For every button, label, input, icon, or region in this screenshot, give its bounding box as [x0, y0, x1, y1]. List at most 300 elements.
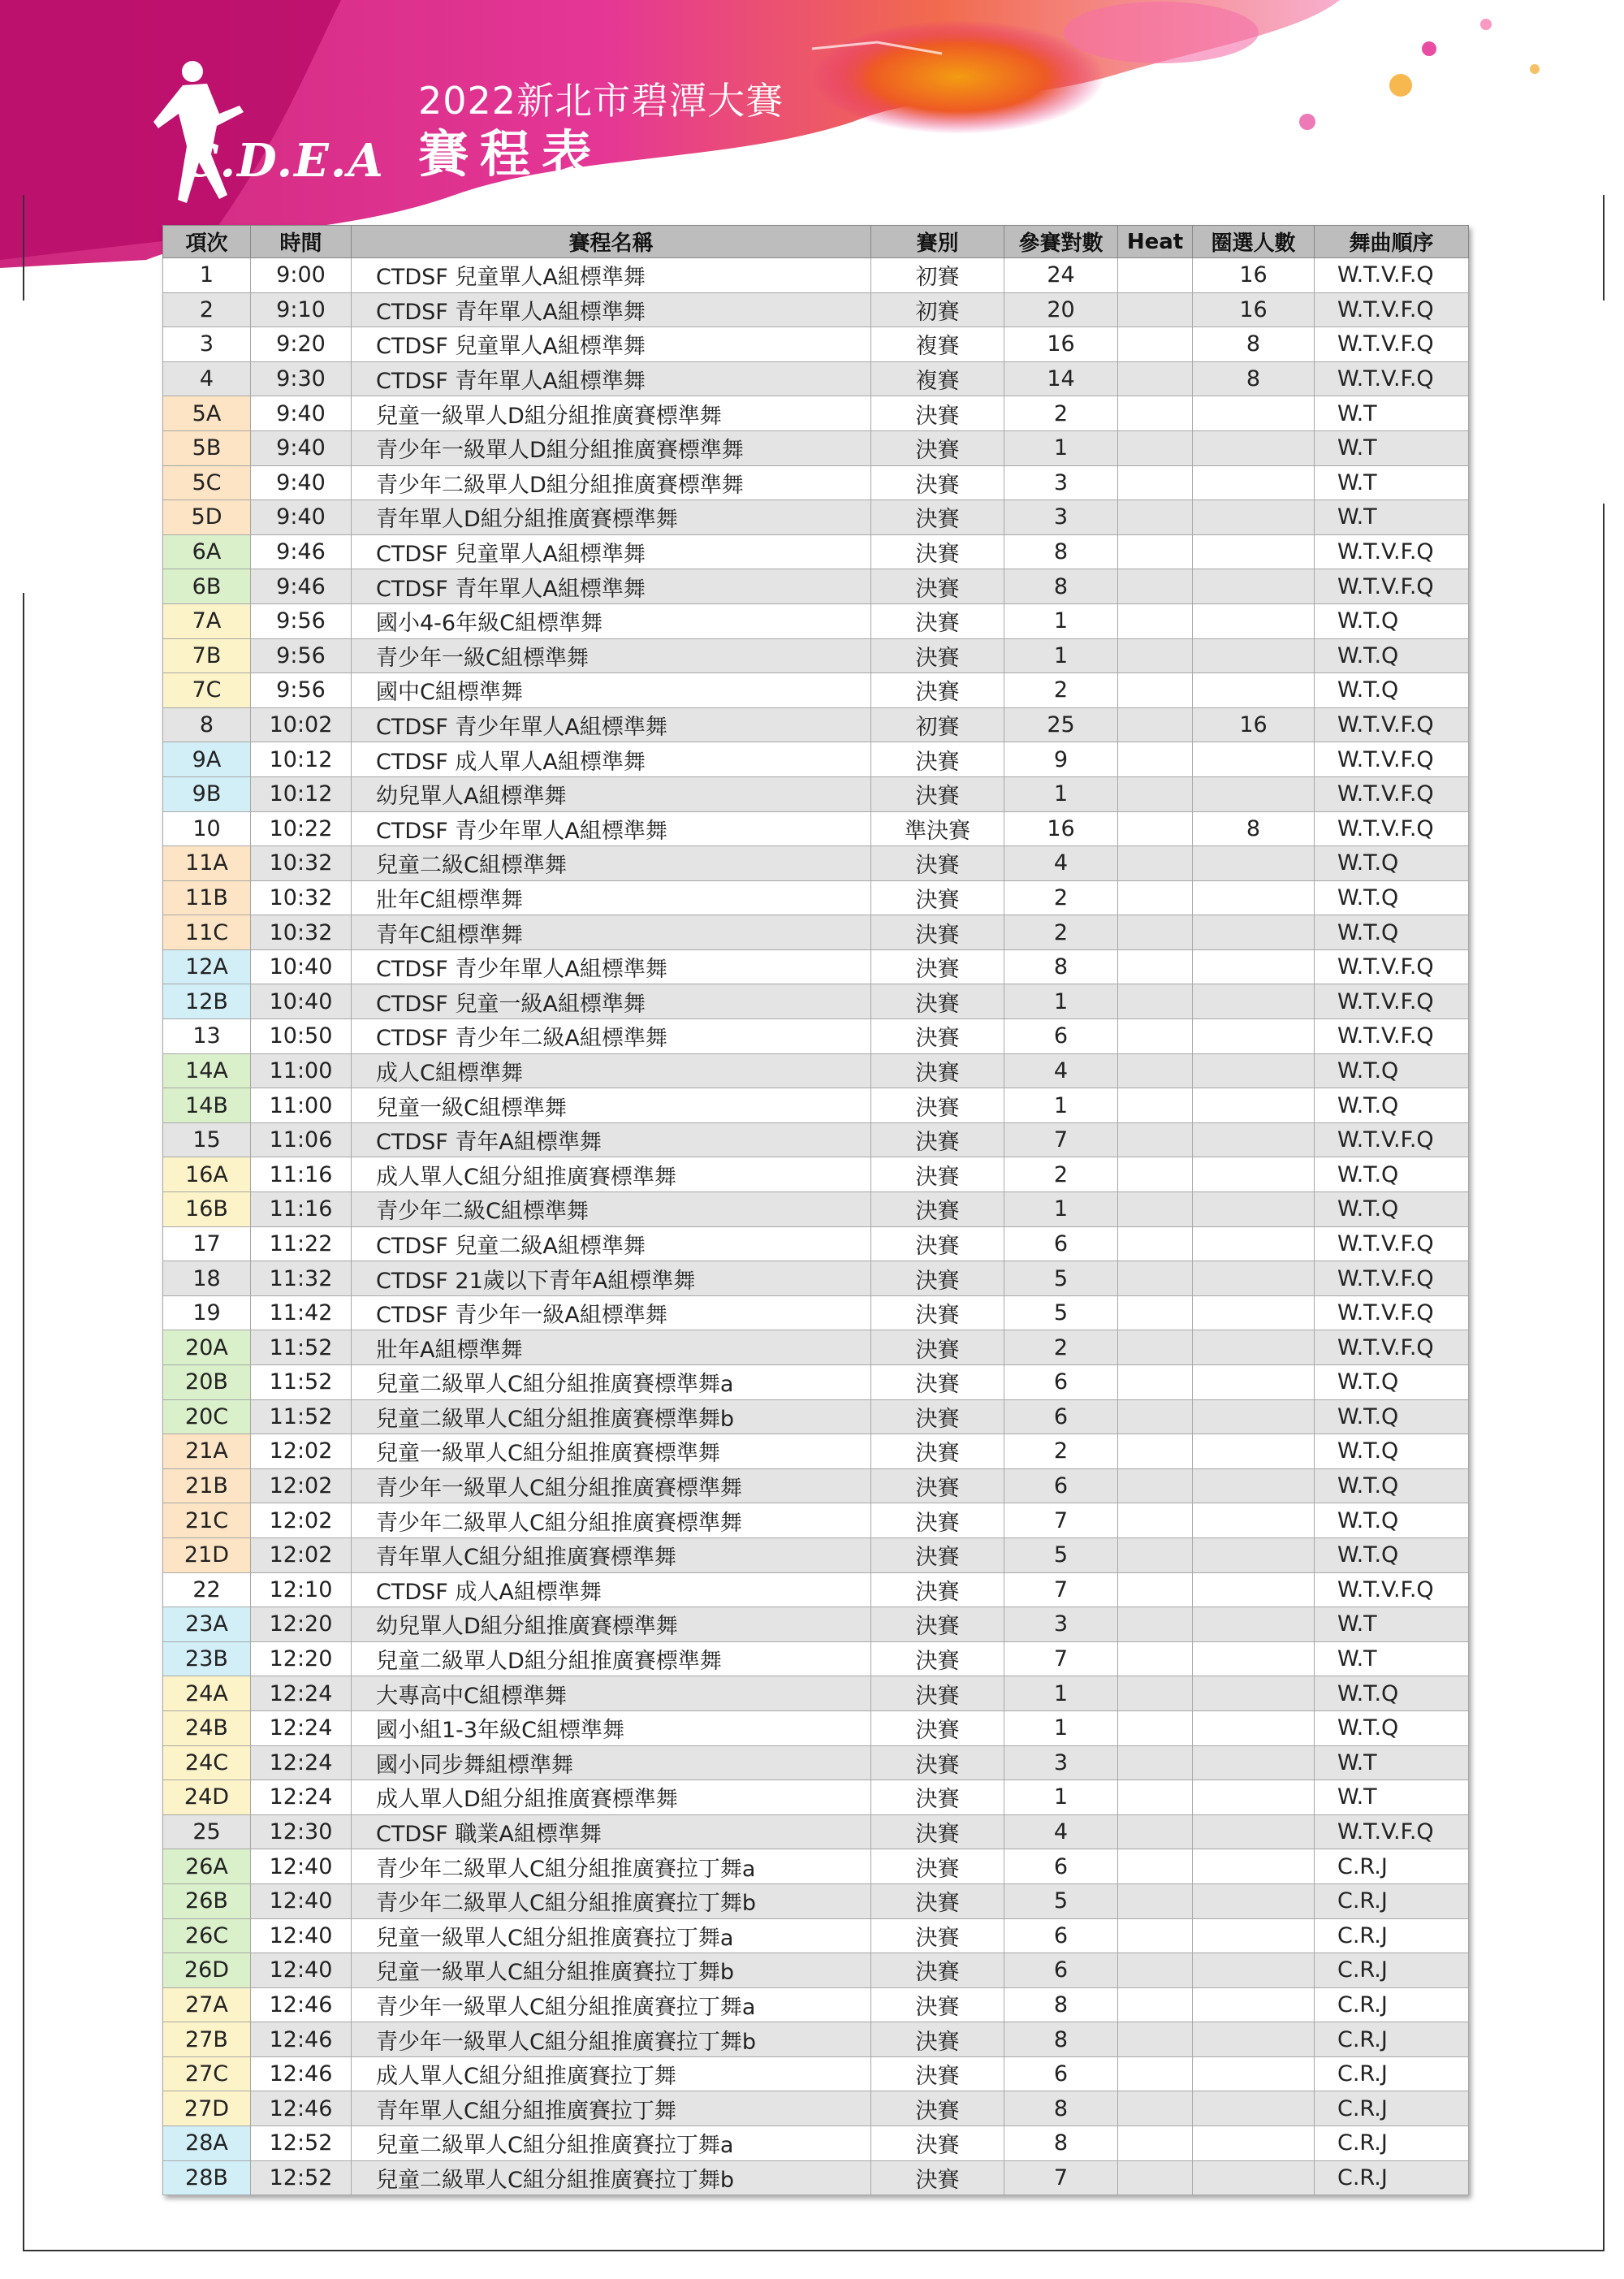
cell-heat [1118, 915, 1193, 950]
cell-selected-count [1193, 534, 1315, 569]
cell-item-number: 24C [163, 1745, 251, 1780]
cell-stage: 決賽 [871, 1226, 1004, 1261]
cell-dance-order: W.T.V.F.Q [1315, 361, 1469, 396]
cell-dance-order: W.T.V.F.Q [1315, 569, 1469, 604]
cell-selected-count [1193, 1434, 1315, 1469]
cell-event-name: 青少年一級單人C組分組推廣賽標準舞 [352, 1468, 871, 1503]
cell-pair-count: 8 [1004, 949, 1118, 984]
cell-dance-order: W.T.V.F.Q [1315, 811, 1469, 846]
cell-stage: 決賽 [871, 1676, 1004, 1711]
cell-stage: 決賽 [871, 1434, 1004, 1469]
cell-heat [1118, 949, 1193, 984]
table-row [163, 430, 1469, 465]
cell-time: 12:40 [251, 1953, 352, 1988]
cell-pair-count: 3 [1004, 1607, 1118, 1642]
cell-heat [1118, 707, 1193, 742]
cell-item-number: 9A [163, 742, 251, 777]
cell-selected-count [1193, 915, 1315, 950]
cell-item-number: 1 [163, 258, 251, 293]
cell-stage: 複賽 [871, 361, 1004, 396]
cell-heat [1118, 1641, 1193, 1676]
cell-time: 12:46 [251, 2091, 352, 2126]
table-row [163, 465, 1469, 500]
cell-time: 9:56 [251, 638, 352, 673]
cell-dance-order: C.R.J [1315, 1918, 1469, 1953]
cell-time: 9:30 [251, 361, 352, 396]
cell-selected-count [1193, 1226, 1315, 1261]
cell-heat [1118, 984, 1193, 1019]
cell-dance-order: W.T.V.F.Q [1315, 776, 1469, 811]
column-header-dance-order: 舞曲順序 [1315, 226, 1469, 258]
cell-pair-count: 6 [1004, 1399, 1118, 1434]
cell-time: 12:02 [251, 1537, 352, 1572]
cell-event-name: CTDSF 兒童單人A組標準舞 [352, 534, 871, 569]
cell-dance-order: W.T.V.F.Q [1315, 1019, 1469, 1054]
cell-item-number: 27A [163, 1987, 251, 2022]
frame-line [23, 593, 24, 2250]
table-row [163, 396, 1469, 431]
cell-item-number: 16A [163, 1157, 251, 1192]
cell-event-name: 成人單人C組分組推廣賽標準舞 [352, 1157, 871, 1192]
cell-item-number: 27B [163, 2022, 251, 2057]
page-title: 2022新北市碧潭大賽 [418, 79, 784, 123]
page-subtitle: 賽程表 [418, 124, 604, 184]
cell-item-number: 11A [163, 846, 251, 881]
cell-time: 9:46 [251, 569, 352, 604]
cell-time: 12:20 [251, 1607, 352, 1642]
cell-pair-count: 1 [1004, 603, 1118, 638]
cell-item-number: 11C [163, 915, 251, 950]
cell-pair-count: 2 [1004, 1434, 1118, 1469]
cell-event-name: CTDSF 青少年二級A組標準舞 [352, 1019, 871, 1054]
cell-event-name: 青少年一級C組標準舞 [352, 638, 871, 673]
cell-selected-count [1193, 1641, 1315, 1676]
table-row [163, 2056, 1469, 2091]
cell-selected-count [1193, 1537, 1315, 1572]
cell-pair-count: 5 [1004, 1537, 1118, 1572]
cell-event-name: 國小組1-3年級C組標準舞 [352, 1710, 871, 1745]
cell-event-name: 國小4-6年級C組標準舞 [352, 603, 871, 638]
table-row [163, 1780, 1469, 1815]
cell-pair-count: 2 [1004, 673, 1118, 708]
table-row [163, 1330, 1469, 1365]
table-row [163, 569, 1469, 604]
table-row [163, 880, 1469, 915]
cell-event-name: 國小同步舞組標準舞 [352, 1745, 871, 1780]
cell-heat [1118, 2056, 1193, 2091]
cell-item-number: 12B [163, 984, 251, 1019]
table-row [163, 1607, 1469, 1642]
cell-pair-count: 1 [1004, 1088, 1118, 1123]
cell-pair-count: 8 [1004, 2091, 1118, 2126]
cell-pair-count: 6 [1004, 1226, 1118, 1261]
table-row [163, 534, 1469, 569]
cell-dance-order: W.T.V.F.Q [1315, 534, 1469, 569]
cell-time: 12:24 [251, 1745, 352, 1780]
cell-stage: 初賽 [871, 292, 1004, 327]
cell-dance-order: W.T.Q [1315, 1053, 1469, 1088]
cell-event-name: 青少年二級單人C組分組推廣賽標準舞 [352, 1503, 871, 1538]
cell-heat [1118, 1849, 1193, 1884]
column-header-time: 時間 [251, 226, 352, 258]
cell-dance-order: W.T [1315, 465, 1469, 500]
table-row [163, 1226, 1469, 1261]
cell-time: 12:40 [251, 1849, 352, 1884]
table-row [163, 1918, 1469, 1953]
cell-pair-count: 20 [1004, 292, 1118, 327]
cell-pair-count: 4 [1004, 1053, 1118, 1088]
cell-time: 10:12 [251, 776, 352, 811]
cell-pair-count: 6 [1004, 1918, 1118, 1953]
cell-dance-order: W.T.V.F.Q [1315, 1814, 1469, 1849]
cell-time: 9:20 [251, 327, 352, 362]
cell-item-number: 18 [163, 1261, 251, 1296]
cell-pair-count: 7 [1004, 2160, 1118, 2195]
cell-pair-count: 1 [1004, 430, 1118, 465]
table-row [163, 1814, 1469, 1849]
cell-heat [1118, 361, 1193, 396]
cell-pair-count: 4 [1004, 846, 1118, 881]
cell-stage: 決賽 [871, 1295, 1004, 1330]
cell-selected-count [1193, 742, 1315, 777]
cell-selected-count [1193, 1503, 1315, 1538]
table-row [163, 1399, 1469, 1434]
cell-item-number: 26A [163, 1849, 251, 1884]
cell-item-number: 14B [163, 1088, 251, 1123]
cell-time: 11:52 [251, 1330, 352, 1365]
cell-dance-order: W.T.Q [1315, 1537, 1469, 1572]
cell-selected-count [1193, 1814, 1315, 1849]
cell-selected-count [1193, 1192, 1315, 1227]
cell-event-name: CTDSF 成人單人A組標準舞 [352, 742, 871, 777]
cell-item-number: 5A [163, 396, 251, 431]
cell-event-name: 兒童二級單人D組分組推廣賽標準舞 [352, 1641, 871, 1676]
cell-heat [1118, 880, 1193, 915]
cell-event-name: 國中C組標準舞 [352, 673, 871, 708]
cell-dance-order: C.R.J [1315, 1987, 1469, 2022]
cell-pair-count: 2 [1004, 880, 1118, 915]
cell-time: 10:40 [251, 984, 352, 1019]
cell-selected-count: 16 [1193, 707, 1315, 742]
cell-dance-order: C.R.J [1315, 2091, 1469, 2126]
cell-time: 12:30 [251, 1814, 352, 1849]
table-row [163, 1676, 1469, 1711]
frame-line [23, 195, 24, 301]
cell-dance-order: W.T.V.F.Q [1315, 292, 1469, 327]
cell-stage: 決賽 [871, 1053, 1004, 1088]
cell-item-number: 5C [163, 465, 251, 500]
cell-event-name: CTDSF 青年單人A組標準舞 [352, 292, 871, 327]
cell-pair-count: 1 [1004, 1192, 1118, 1227]
cell-item-number: 2 [163, 292, 251, 327]
cell-heat [1118, 1953, 1193, 1988]
cell-item-number: 28B [163, 2160, 251, 2195]
cell-item-number: 16B [163, 1192, 251, 1227]
cell-heat [1118, 1814, 1193, 1849]
table-row [163, 1365, 1469, 1400]
cell-event-name: 兒童二級單人C組分組推廣賽標準舞b [352, 1399, 871, 1434]
cell-heat [1118, 1468, 1193, 1503]
cell-item-number: 26C [163, 1918, 251, 1953]
cell-selected-count: 8 [1193, 327, 1315, 362]
cell-selected-count [1193, 638, 1315, 673]
cell-pair-count: 6 [1004, 1468, 1118, 1503]
table-row [163, 915, 1469, 950]
cell-item-number: 26B [163, 1883, 251, 1918]
cell-pair-count: 2 [1004, 1330, 1118, 1365]
cell-time: 9:46 [251, 534, 352, 569]
cell-heat [1118, 1572, 1193, 1607]
cell-heat [1118, 1399, 1193, 1434]
cell-item-number: 7A [163, 603, 251, 638]
cell-stage: 決賽 [871, 880, 1004, 915]
table-row [163, 1122, 1469, 1157]
cell-stage: 決賽 [871, 396, 1004, 431]
cdea-logo [142, 57, 386, 236]
cell-event-name: 青少年二級單人C組分組推廣賽拉丁舞b [352, 1883, 871, 1918]
cell-heat [1118, 396, 1193, 431]
cell-pair-count: 5 [1004, 1261, 1118, 1296]
cell-selected-count [1193, 776, 1315, 811]
table-row [163, 638, 1469, 673]
cell-heat [1118, 258, 1193, 293]
cell-selected-count [1193, 1987, 1315, 2022]
table-row [163, 984, 1469, 1019]
column-header-id: 項次 [163, 226, 251, 258]
cell-selected-count: 16 [1193, 292, 1315, 327]
cell-heat [1118, 1192, 1193, 1227]
cell-dance-order: W.T.Q [1315, 1503, 1469, 1538]
cell-event-name: 青少年二級單人D組分組推廣賽標準舞 [352, 465, 871, 500]
cell-time: 11:52 [251, 1399, 352, 1434]
cell-stage: 決賽 [871, 1710, 1004, 1745]
cell-pair-count: 4 [1004, 1814, 1118, 1849]
cell-time: 10:40 [251, 949, 352, 984]
cell-heat [1118, 1261, 1193, 1296]
logo-text: C.D.E.A [183, 134, 385, 188]
cell-time: 11:22 [251, 1226, 352, 1261]
cell-heat [1118, 742, 1193, 777]
cell-dance-order: C.R.J [1315, 1953, 1469, 1988]
cell-time: 9:56 [251, 603, 352, 638]
cell-stage: 決賽 [871, 1814, 1004, 1849]
cell-stage: 決賽 [871, 776, 1004, 811]
cell-item-number: 21B [163, 1468, 251, 1503]
cell-dance-order: W.T.Q [1315, 915, 1469, 950]
cell-event-name: CTDSF 兒童單人A組標準舞 [352, 327, 871, 362]
cell-event-name: CTDSF 青少年單人A組標準舞 [352, 949, 871, 984]
cell-item-number: 14A [163, 1053, 251, 1088]
cell-pair-count: 3 [1004, 500, 1118, 535]
cell-heat [1118, 1780, 1193, 1815]
cell-stage: 決賽 [871, 1537, 1004, 1572]
cell-selected-count [1193, 1468, 1315, 1503]
table-row [163, 2022, 1469, 2057]
table-row [163, 1295, 1469, 1330]
cell-selected-count [1193, 1572, 1315, 1607]
cell-time: 11:16 [251, 1157, 352, 1192]
cell-time: 12:02 [251, 1503, 352, 1538]
column-header-selected-count: 圈選人數 [1193, 226, 1315, 258]
cell-item-number: 19 [163, 1295, 251, 1330]
frame-line [1603, 195, 1605, 301]
cell-time: 9:40 [251, 396, 352, 431]
cell-pair-count: 6 [1004, 1849, 1118, 1884]
table-row [163, 673, 1469, 708]
cell-heat [1118, 1226, 1193, 1261]
cell-item-number: 24D [163, 1780, 251, 1815]
cell-stage: 決賽 [871, 430, 1004, 465]
cell-time: 11:06 [251, 1122, 352, 1157]
cell-pair-count: 5 [1004, 1883, 1118, 1918]
cell-heat [1118, 1088, 1193, 1123]
cell-item-number: 23A [163, 1607, 251, 1642]
cell-heat [1118, 846, 1193, 881]
cell-dance-order: W.T [1315, 396, 1469, 431]
cell-pair-count: 1 [1004, 638, 1118, 673]
cell-dance-order: W.T.Q [1315, 1676, 1469, 1711]
cell-item-number: 26D [163, 1953, 251, 1988]
cell-selected-count [1193, 1710, 1315, 1745]
cell-selected-count [1193, 1088, 1315, 1123]
table-row [163, 1503, 1469, 1538]
cell-pair-count: 9 [1004, 742, 1118, 777]
cell-dance-order: W.T.Q [1315, 1468, 1469, 1503]
cell-stage: 決賽 [871, 1503, 1004, 1538]
cell-time: 12:24 [251, 1780, 352, 1815]
cell-event-name: 兒童一級單人C組分組推廣賽拉丁舞b [352, 1953, 871, 1988]
cell-time: 11:00 [251, 1088, 352, 1123]
frame-line [1603, 504, 1605, 2250]
table-row [163, 327, 1469, 362]
cell-time: 9:40 [251, 465, 352, 500]
cell-item-number: 20B [163, 1365, 251, 1400]
cell-stage: 決賽 [871, 1918, 1004, 1953]
cell-dance-order: W.T.Q [1315, 1399, 1469, 1434]
cell-dance-order: W.T [1315, 1641, 1469, 1676]
cell-item-number: 21A [163, 1434, 251, 1469]
cell-event-name: 青年C組標準舞 [352, 915, 871, 950]
cell-stage: 決賽 [871, 1019, 1004, 1054]
cell-pair-count: 1 [1004, 984, 1118, 1019]
table-row [163, 1468, 1469, 1503]
cell-pair-count: 2 [1004, 915, 1118, 950]
cell-event-name: CTDSF 兒童一級A組標準舞 [352, 984, 871, 1019]
cell-dance-order: W.T.Q [1315, 846, 1469, 881]
cell-event-name: 青少年一級單人C組分組推廣賽拉丁舞a [352, 1987, 871, 2022]
cell-item-number: 5D [163, 500, 251, 535]
table-header-row [163, 226, 1469, 258]
cell-dance-order: W.T.V.F.Q [1315, 742, 1469, 777]
cell-dance-order: C.R.J [1315, 1883, 1469, 1918]
cell-stage: 決賽 [871, 1192, 1004, 1227]
cell-stage: 決賽 [871, 846, 1004, 881]
table-row [163, 1088, 1469, 1123]
cell-time: 11:00 [251, 1053, 352, 1088]
cell-stage: 初賽 [871, 258, 1004, 293]
cell-dance-order: W.T.Q [1315, 1710, 1469, 1745]
cell-event-name: CTDSF 青少年一級A組標準舞 [352, 1295, 871, 1330]
cell-heat [1118, 569, 1193, 604]
cell-event-name: 兒童一級C組標準舞 [352, 1088, 871, 1123]
cell-dance-order: W.T.Q [1315, 673, 1469, 708]
cell-pair-count: 24 [1004, 258, 1118, 293]
cell-pair-count: 2 [1004, 396, 1118, 431]
cell-selected-count: 16 [1193, 258, 1315, 293]
cell-event-name: 成人單人C組分組推廣賽拉丁舞 [352, 2056, 871, 2091]
table-row [163, 1053, 1469, 1088]
cell-pair-count: 7 [1004, 1122, 1118, 1157]
cell-stage: 決賽 [871, 1780, 1004, 1815]
cell-event-name: 青少年二級C組標準舞 [352, 1192, 871, 1227]
cell-stage: 決賽 [871, 1330, 1004, 1365]
cell-item-number: 24B [163, 1710, 251, 1745]
cell-selected-count [1193, 1122, 1315, 1157]
cell-selected-count [1193, 1745, 1315, 1780]
cell-item-number: 21C [163, 1503, 251, 1538]
cell-pair-count: 16 [1004, 811, 1118, 846]
cell-event-name: 青年單人D組分組推廣賽標準舞 [352, 500, 871, 535]
cell-heat [1118, 1157, 1193, 1192]
cell-selected-count [1193, 500, 1315, 535]
cell-event-name: 青少年二級單人C組分組推廣賽拉丁舞a [352, 1849, 871, 1884]
cell-event-name: 兒童一級單人C組分組推廣賽標準舞 [352, 1434, 871, 1469]
column-header-heat: Heat [1118, 226, 1193, 258]
schedule-table [162, 225, 1469, 2195]
cell-heat [1118, 2022, 1193, 2057]
cell-dance-order: W.T.V.F.Q [1315, 1295, 1469, 1330]
cell-selected-count [1193, 1330, 1315, 1365]
cell-dance-order: W.T [1315, 1780, 1469, 1815]
cell-dance-order: W.T.V.F.Q [1315, 1261, 1469, 1296]
cell-time: 9:56 [251, 673, 352, 708]
cell-item-number: 3 [163, 327, 251, 362]
cell-stage: 決賽 [871, 1468, 1004, 1503]
cell-time: 11:52 [251, 1365, 352, 1400]
cell-stage: 決賽 [871, 2126, 1004, 2161]
cell-selected-count [1193, 2022, 1315, 2057]
cell-dance-order: W.T.V.F.Q [1315, 1330, 1469, 1365]
cell-stage: 決賽 [871, 949, 1004, 984]
table-row [163, 292, 1469, 327]
cell-event-name: 大專高中C組標準舞 [352, 1676, 871, 1711]
cell-heat [1118, 1122, 1193, 1157]
cell-heat [1118, 465, 1193, 500]
table-row [163, 1261, 1469, 1296]
table-row [163, 846, 1469, 881]
cell-heat [1118, 2126, 1193, 2161]
table-row [163, 258, 1469, 293]
cell-time: 11:32 [251, 1261, 352, 1296]
cell-event-name: 幼兒單人A組標準舞 [352, 776, 871, 811]
cell-pair-count: 8 [1004, 2126, 1118, 2161]
cell-selected-count [1193, 1780, 1315, 1815]
column-header-pair-count: 參賽對數 [1004, 226, 1118, 258]
cell-heat [1118, 327, 1193, 362]
cell-item-number: 20C [163, 1399, 251, 1434]
cell-event-name: 成人單人D組分組推廣賽標準舞 [352, 1780, 871, 1815]
cell-event-name: CTDSF 青少年單人A組標準舞 [352, 811, 871, 846]
cell-item-number: 17 [163, 1226, 251, 1261]
cell-time: 12:24 [251, 1710, 352, 1745]
cell-item-number: 24A [163, 1676, 251, 1711]
cell-event-name: 成人C組標準舞 [352, 1053, 871, 1088]
cell-dance-order: W.T.V.F.Q [1315, 1226, 1469, 1261]
cell-heat [1118, 500, 1193, 535]
cell-heat [1118, 1537, 1193, 1572]
cell-selected-count [1193, 880, 1315, 915]
cell-stage: 決賽 [871, 638, 1004, 673]
